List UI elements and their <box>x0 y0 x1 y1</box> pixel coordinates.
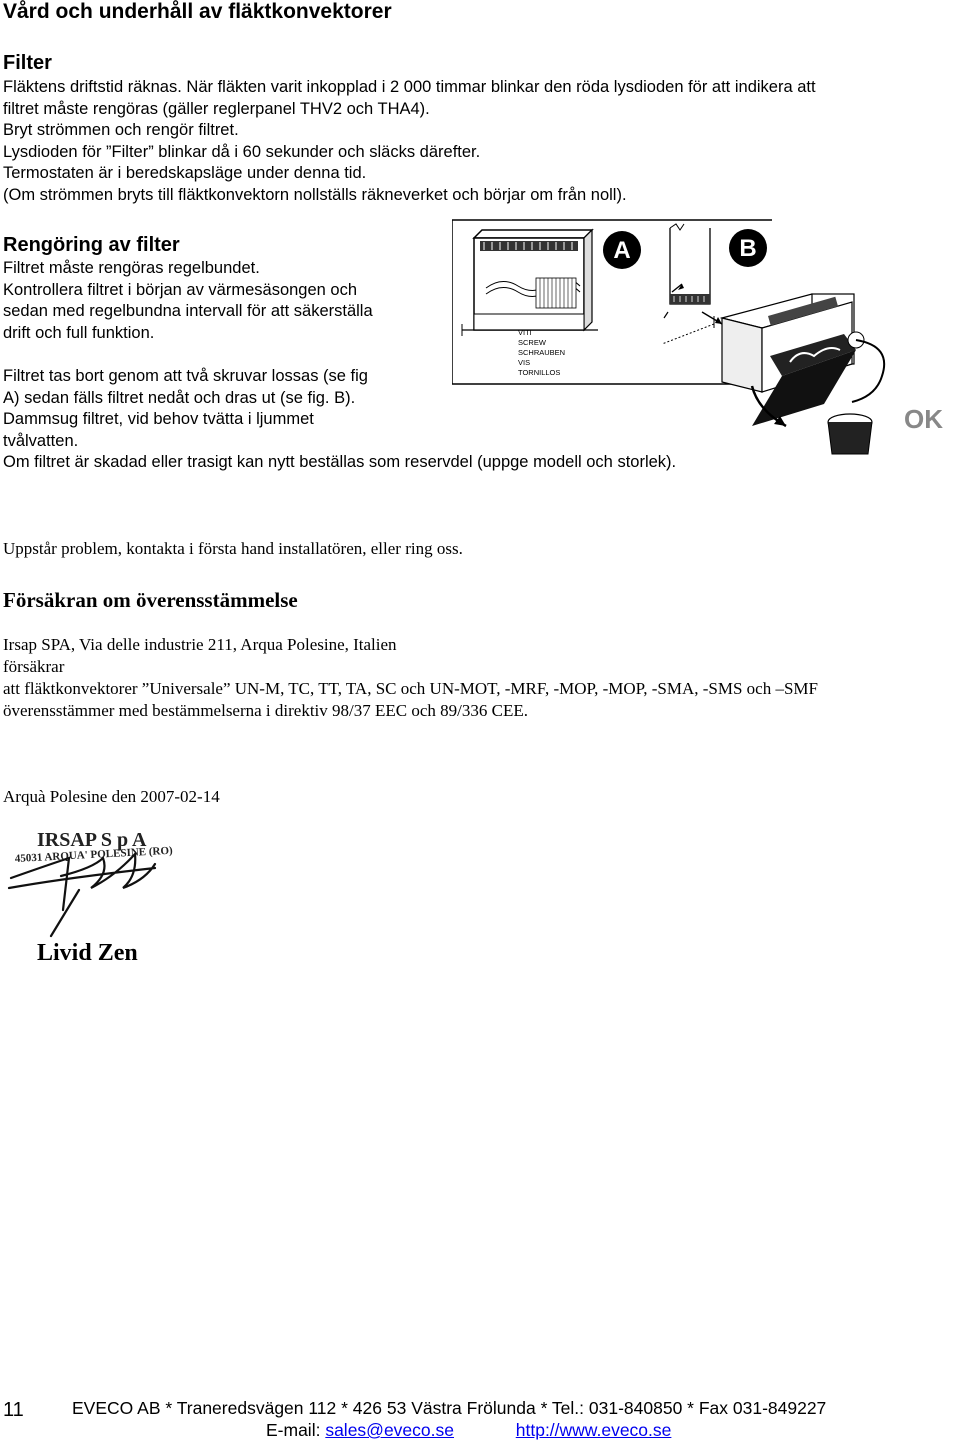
filter-heading: Filter <box>3 52 52 74</box>
cleaning-line: A) sedan fälls filtret nedåt och dras ut (se fig. B). <box>3 388 356 407</box>
cleaning-line: sedan med regelbundna intervall för att säkerställa <box>3 302 373 320</box>
convector-unit-a-illustration <box>462 230 598 336</box>
cleaning-heading: Rengöring av filter <box>3 234 180 256</box>
cleaning-paragraph-1 <box>3 258 373 344</box>
filter-paragraph <box>3 77 816 206</box>
page-number: 11 <box>3 1399 24 1421</box>
declaration-paragraph <box>3 634 818 722</box>
place-date: Arquà Polesine den 2007-02-14 <box>3 787 220 806</box>
filter-line: Bryt strömmen och rengör filtret. <box>3 121 239 139</box>
email-label: E-mail: <box>266 1420 321 1440</box>
cleaning-line: Dammsug filtret, vid behov tvätta i ljummet <box>3 410 314 428</box>
email-link[interactable]: sales@eveco.se <box>325 1420 454 1440</box>
footer-contact-line <box>266 1419 671 1441</box>
filter-removal-figure <box>452 216 952 456</box>
label-a: A <box>613 237 631 264</box>
stamp-company: IRSAP S p A <box>37 829 147 851</box>
screw-labels <box>518 328 565 377</box>
page-title: Vård och underhåll av fläktkonvektorer <box>3 0 392 23</box>
cleaning-line: Kontrollera filtret i början av värmesäsongen och <box>3 280 358 299</box>
cleaning-line: drift och full funktion. <box>3 323 155 342</box>
cleaning-line: tvålvatten. <box>3 431 79 450</box>
declaration-line: Irsap SPA, Via delle industrie 211, Arqua Polesine, Italien <box>3 635 397 654</box>
declaration-heading: Försäkran om överensstämmelse <box>3 588 298 612</box>
declaration-line: att fläktkonvektorer ”Universale” UN-M, TC, TT, TA, SC och UN-MOT, -MRF, -MOP, -MOP, -SMA, -SMS och –SMF <box>3 679 818 698</box>
stamp-address: 45031 ARQUA' POLESINE (RO) <box>14 844 173 865</box>
signature <box>9 854 155 936</box>
declaration-line: överensstämmer med bestämmelserna i direktiv 98/37 EEC och 89/336 CEE. <box>3 701 528 720</box>
cleaning-line: Filtret måste rengöras regelbundet. <box>3 259 260 277</box>
ok-label: OK <box>904 404 943 434</box>
filter-line: Termostaten är i beredskapsläge under denna tid. <box>3 164 367 182</box>
screw-label-tornillos: TORNILLOS <box>518 368 561 377</box>
signatory-name: Livid Zen <box>37 940 138 966</box>
declaration-line: försäkrar <box>3 657 65 676</box>
screw-label-viti: VITI <box>518 328 532 337</box>
company-stamp-signature <box>5 818 235 968</box>
screw-detail-illustration <box>662 224 722 344</box>
website-link[interactable]: http://www.eveco.se <box>515 1420 672 1440</box>
screw-label-screw: SCREW <box>518 338 546 347</box>
screw-label-vis: VIS <box>518 358 531 367</box>
screw-label-schrauben: SCHRAUBEN <box>518 348 566 357</box>
filter-line: Fläktens driftstid räknas. När fläkten varit inkopplad i 2 000 timmar blinkar den röda lysdioden för att indikera att <box>3 78 816 96</box>
label-b: B <box>739 235 757 262</box>
convector-unit-b-illustration <box>722 294 884 454</box>
filter-line: Lysdioden för ”Filter” blinkar då i 60 sekunder och släcks därefter. <box>3 142 481 161</box>
problem-text: Uppstår problem, kontakta i första hand installatören, eller ring oss. <box>3 539 463 558</box>
filter-line: (Om strömmen bryts till fläktkonvektorn nollställs räkneverket och börjar om från noll). <box>3 185 627 204</box>
filter-line: filtret måste rengöras (gäller reglerpanel THV2 och THA4). <box>3 99 430 118</box>
footer-company-line: EVECO AB * Traneredsvägen 112 * 426 53 Västra Frölunda * Tel.: 031-840850 * Fax 031-849227 <box>72 1398 827 1418</box>
cleaning-line: Om filtret är skadad eller trasigt kan nytt beställas som reservdel (uppge modell och storlek). <box>3 453 677 471</box>
cleaning-line: Filtret tas bort genom att två skruvar lossas (se fig <box>3 367 368 385</box>
